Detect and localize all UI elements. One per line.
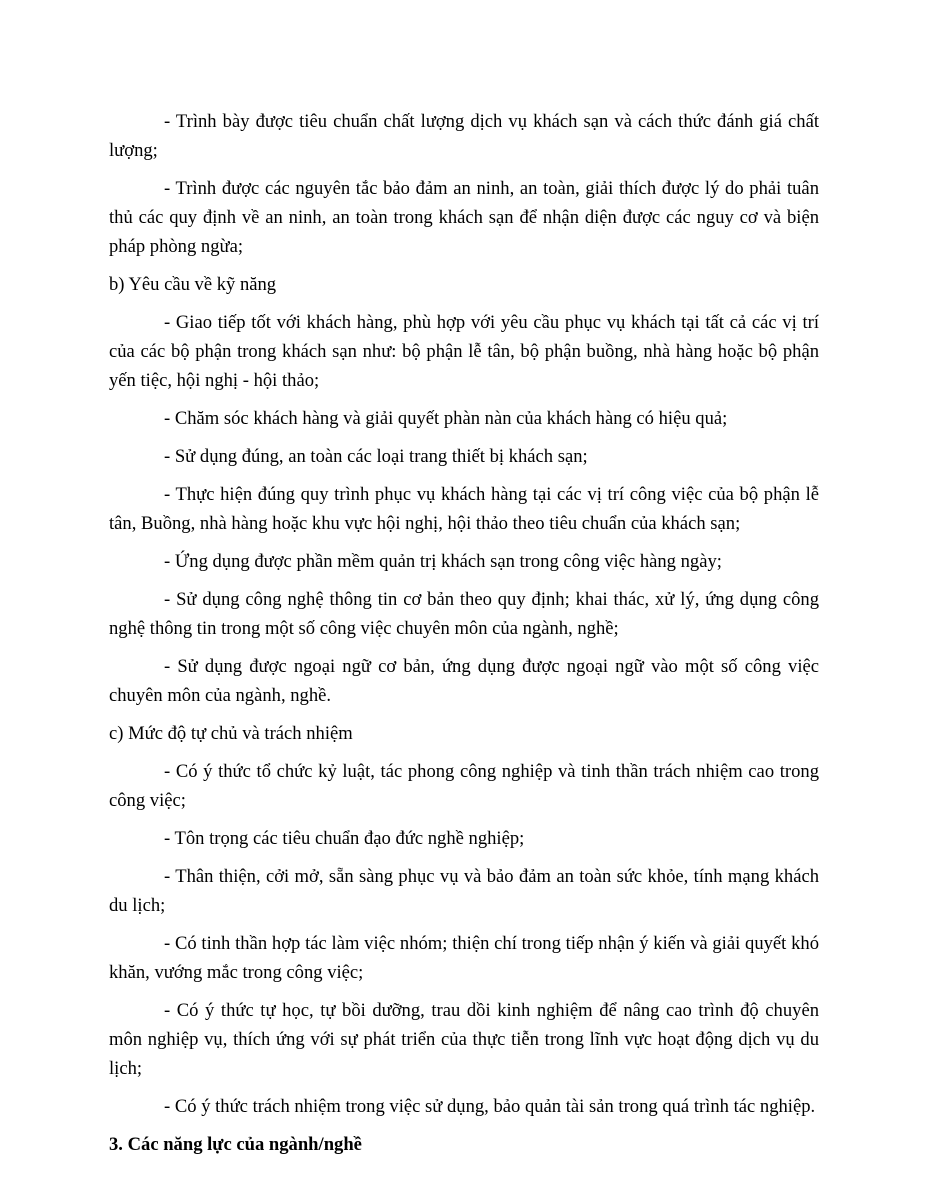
paragraph-security-principles: - Trình được các nguyên tắc bảo đảm an ninh, an toàn, giải thích được lý do phải tuân thủ các quy định về an ninh, an toàn trong khách sạn để nhận diện được các nguy cơ và biện pháp phòng ngừa; bbox=[109, 178, 819, 257]
skill-item: - Giao tiếp tốt với khách hàng, phù hợp với yêu cầu phục vụ khách tại tất cả các vị trí của các bộ phận trong khách sạn như: bộ phận lễ tân, bộ phận buồng, nhà hàng hoặc bộ phận yến tiệc, hội nghị - hội thảo; bbox=[109, 312, 819, 391]
section-b-title: b) Yêu cầu về kỹ năng bbox=[109, 274, 277, 295]
skill-item: - Sử dụng được ngoại ngữ cơ bản, ứng dụng được ngoại ngữ vào một số công việc chuyên môn của ngành, nghề. bbox=[109, 656, 819, 706]
paragraph-quality-standards: - Trình bày được tiêu chuẩn chất lượng dịch vụ khách sạn và cách thức đánh giá chất lượng; bbox=[109, 111, 819, 161]
responsibility-item: - Có ý thức tổ chức kỷ luật, tác phong công nghiệp và tinh thần trách nhiệm cao trong công việc; bbox=[109, 761, 819, 811]
document-page bbox=[109, 107, 819, 1159]
responsibility-item: - Thân thiện, cởi mở, sẵn sàng phục vụ và bảo đảm an toàn sức khỏe, tính mạng khách du lịch; bbox=[109, 866, 819, 916]
responsibility-item: - Có ý thức trách nhiệm trong việc sử dụng, bảo quản tài sản trong quá trình tác nghiệp. bbox=[164, 1096, 816, 1117]
responsibility-item: - Có tinh thần hợp tác làm việc nhóm; thiện chí trong tiếp nhận ý kiến và giải quyết khó khăn, vướng mắc trong công việc; bbox=[109, 933, 819, 983]
section-c-title: c) Mức độ tự chủ và trách nhiệm bbox=[109, 723, 353, 744]
section-3-heading: 3. Các năng lực của ngành/nghề bbox=[109, 1134, 362, 1155]
skill-item: - Sử dụng đúng, an toàn các loại trang thiết bị khách sạn; bbox=[164, 446, 588, 467]
responsibility-item: - Có ý thức tự học, tự bồi dưỡng, trau dồi kinh nghiệm để nâng cao trình độ chuyên môn nghiệp vụ, thích ứng với sự phát triển của thực tiễn trong lĩnh vực hoạt động dịch vụ du lịch; bbox=[109, 1000, 819, 1079]
skill-item: - Chăm sóc khách hàng và giải quyết phàn nàn của khách hàng có hiệu quả; bbox=[164, 408, 728, 429]
skill-item: - Sử dụng công nghệ thông tin cơ bản theo quy định; khai thác, xử lý, ứng dụng công nghệ thông tin trong một số công việc chuyên môn của ngành, nghề; bbox=[109, 589, 819, 639]
skill-item: - Ứng dụng được phần mềm quản trị khách sạn trong công việc hàng ngày; bbox=[164, 551, 722, 572]
skill-item: - Thực hiện đúng quy trình phục vụ khách hàng tại các vị trí công việc của bộ phận lễ tân, Buồng, nhà hàng hoặc khu vực hội nghị, hội thảo theo tiêu chuẩn của khách sạn; bbox=[109, 484, 819, 534]
responsibility-item: - Tôn trọng các tiêu chuẩn đạo đức nghề nghiệp; bbox=[164, 828, 525, 849]
